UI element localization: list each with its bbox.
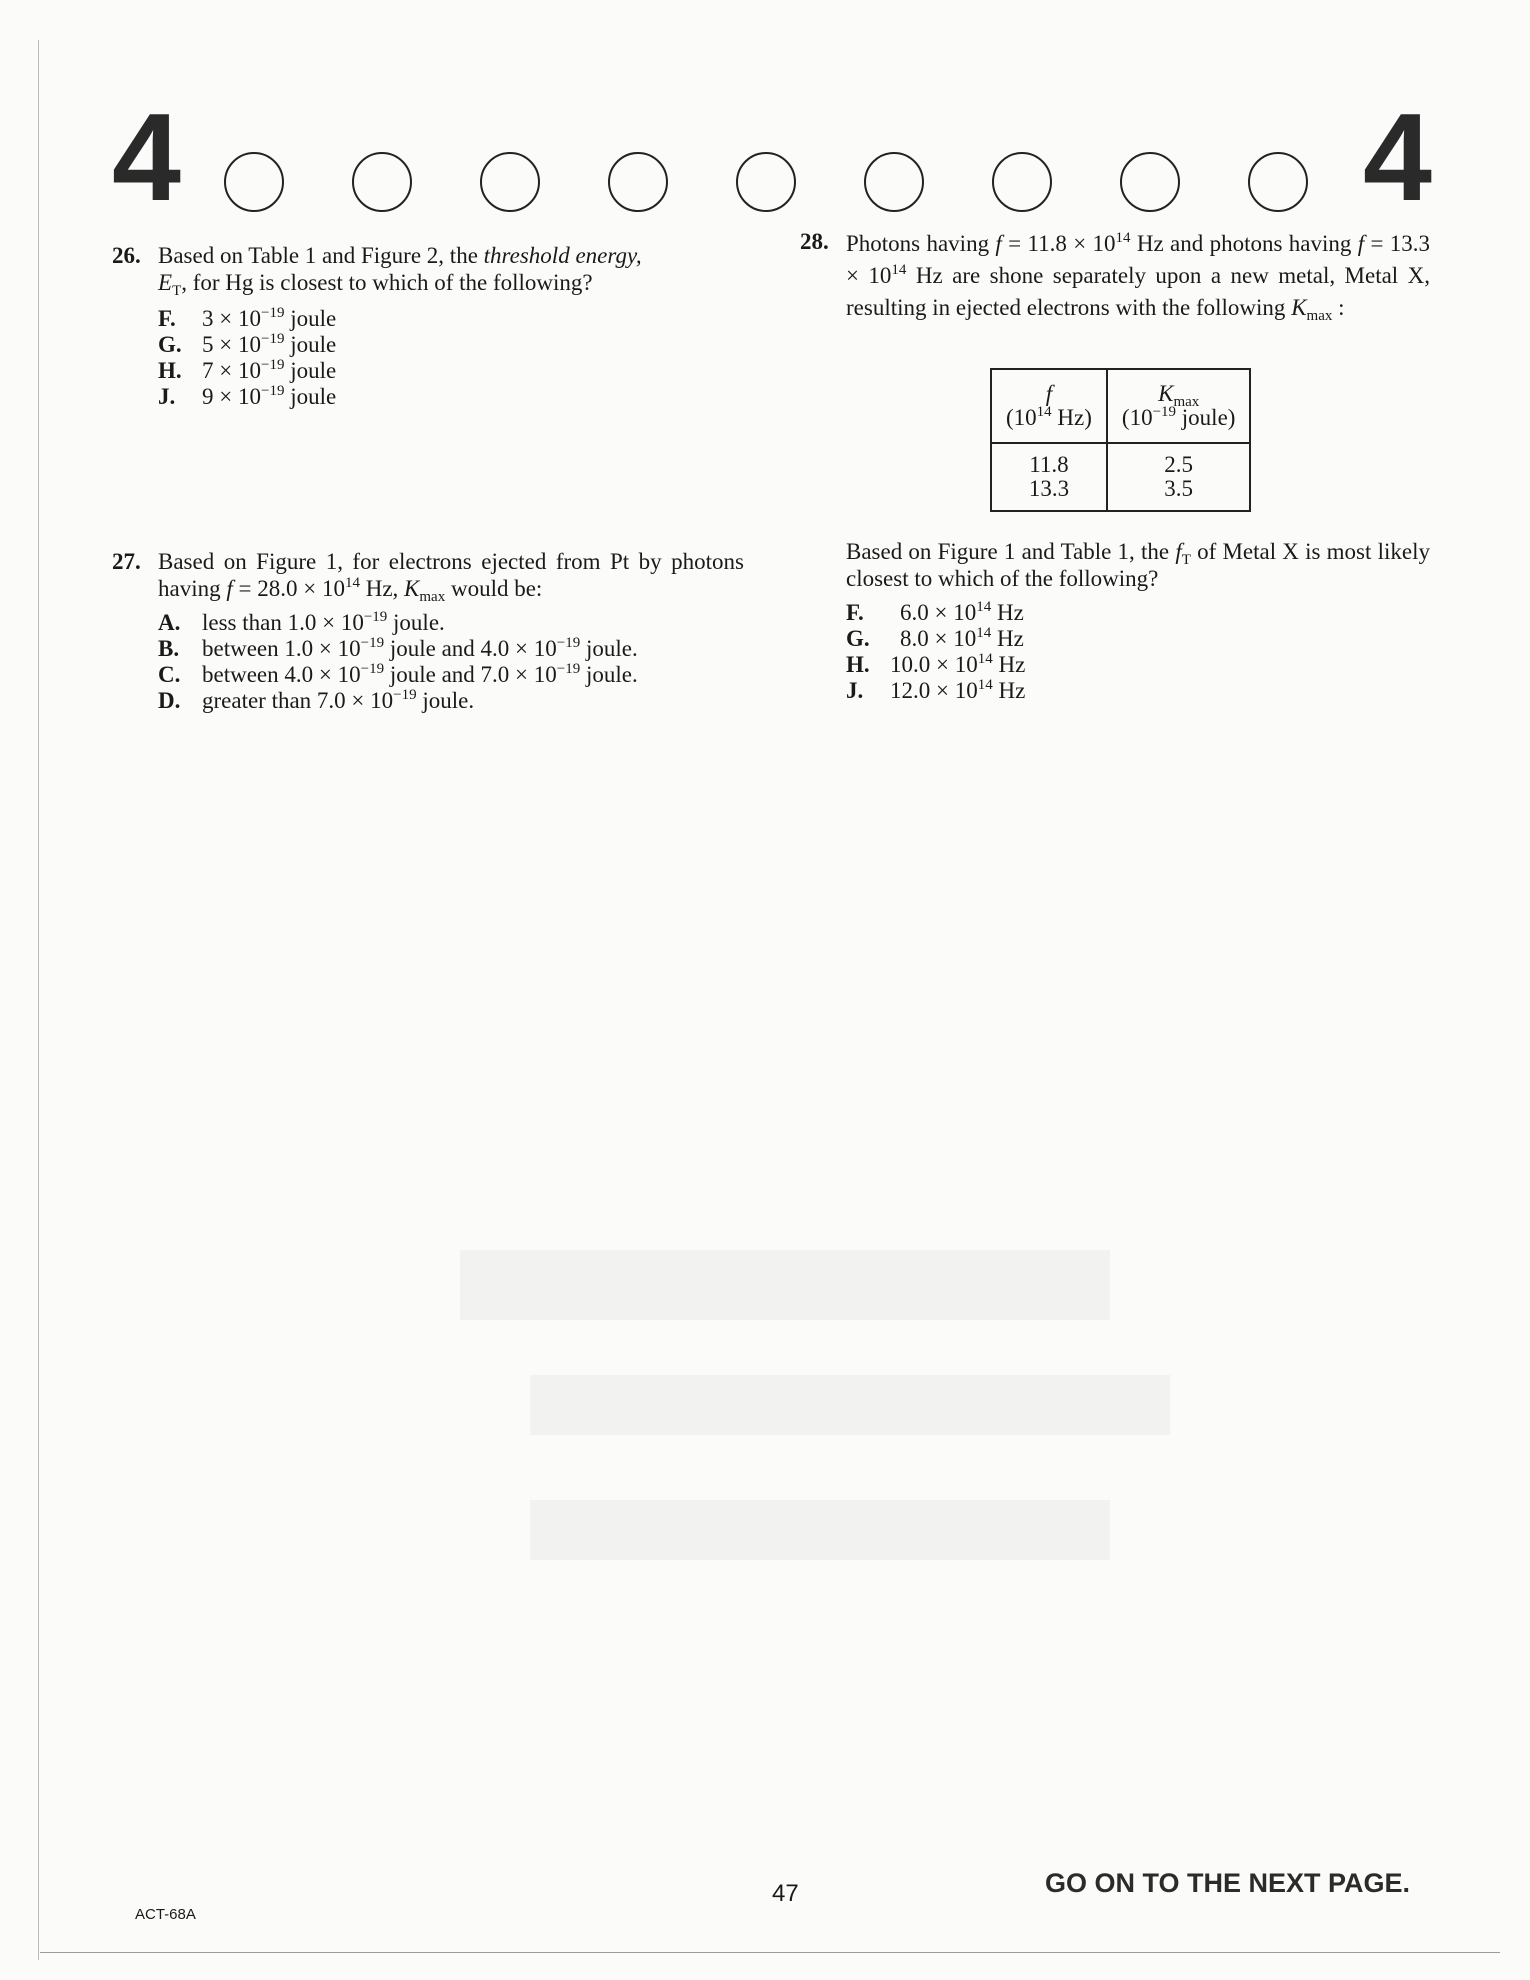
question-number: 26.: [112, 243, 141, 268]
answer-choice-b[interactable]: B. between $1.0 \times 10^{-19}$ joule and $4.0 \times 10^{-19}$ joule.: [158, 635, 638, 661]
question-number: 28.: [800, 229, 829, 254]
answer-choices: [158, 306, 744, 410]
bottom-rule: [40, 1952, 1500, 1953]
answer-choice-j[interactable]: J. $9 \times 10^{-19}$ joule: [158, 383, 337, 409]
question-28: [800, 228, 1430, 324]
table-row: [991, 443, 1250, 511]
answer-choice-d[interactable]: D. greater than $7.0 \times 10^{-19}$ joule.: [158, 687, 475, 713]
circle-icon: [992, 152, 1052, 212]
next-page-instruction: GO ON TO THE NEXT PAGE.: [1045, 1868, 1411, 1898]
circle-icon: [1248, 152, 1308, 212]
table-header-frequency: f ($10^{14}$ Hz): [991, 369, 1107, 443]
answer-choice-g[interactable]: G. $8.0 \times 10^{14}$ Hz: [846, 625, 1024, 651]
section-number-right: 4: [1363, 89, 1432, 227]
table-cell-frequency-values: 11.8 13.3: [991, 443, 1107, 511]
table-header-row: [991, 369, 1250, 443]
answer-choices: [158, 610, 744, 714]
circle-icon: [736, 152, 796, 212]
answer-choice-f[interactable]: F. $3 \times 10^{-19}$ joule: [158, 305, 337, 331]
answer-choice-j[interactable]: J. $12.0 \times 10^{14}$ Hz: [846, 677, 1026, 703]
question-stem: Based on Figure 1, for electrons ejected from Pt by photons having $f = 28.0 \times 10^{14}$ Hz, $K_{max}$ would be:: [158, 549, 744, 605]
circle-icon: [352, 152, 412, 212]
scan-edge-line: [38, 40, 39, 1960]
question-number: 27.: [112, 549, 141, 574]
section-number-left: 4: [112, 89, 181, 227]
answer-choice-c[interactable]: C. between $4.0 \times 10^{-19}$ joule and $7.0 \times 10^{-19}$ joule.: [158, 661, 638, 687]
answer-choice-h[interactable]: H. $7 \times 10^{-19}$ joule: [158, 357, 337, 383]
answer-choices: [846, 600, 1430, 704]
answer-choice-g[interactable]: G. $5 \times 10^{-19}$ joule: [158, 331, 337, 357]
section-header: [112, 89, 1432, 227]
show-through-shadow: [530, 1500, 1110, 1560]
circle-icon: [864, 152, 924, 212]
answer-choice-h[interactable]: H. $10.0 \times 10^{14}$ Hz: [846, 651, 1026, 677]
show-through-shadow: [460, 1250, 1110, 1320]
question-stem: Based on Table 1 and Figure 2, the threshold energy, $E_T$, for Hg is closest to which of the following?: [158, 243, 642, 299]
answer-choice-f[interactable]: F. $6.0 \times 10^{14}$ Hz: [846, 599, 1024, 625]
answer-choice-a[interactable]: A. less than $1.0 \times 10^{-19}$ joule.: [158, 609, 445, 635]
table-cell-kmax-values: 2.5 3.5: [1107, 443, 1251, 511]
table-header-kmax: $K_{max}$ ($10^{-19}$ joule): [1107, 369, 1251, 443]
circle-icon: [1120, 152, 1180, 212]
page-number: 47: [772, 1880, 799, 1907]
form-code: ACT-68A: [135, 1906, 196, 1923]
question-28-prompt: [846, 538, 1430, 704]
question-stem: Based on Figure 1 and Table 1, the $f_T$ of Metal X is most likely closest to which of the following?: [846, 539, 1430, 591]
question-27: [112, 548, 744, 714]
question-26: [112, 242, 744, 410]
circle-icon: [480, 152, 540, 212]
circle-icon: [224, 152, 284, 212]
show-through-shadow: [530, 1375, 1170, 1435]
question-stem: Photons having $f = 11.8 \times 10^{14}$ Hz and photons having $f = 13.3 \times 10^{14}$ Hz are shone separately upon a new metal, Metal X, resulting in ejected electrons with the following $K_{max}$ :: [846, 230, 1431, 324]
circle-icon: [608, 152, 668, 212]
kmax-data-table: [990, 368, 1251, 512]
